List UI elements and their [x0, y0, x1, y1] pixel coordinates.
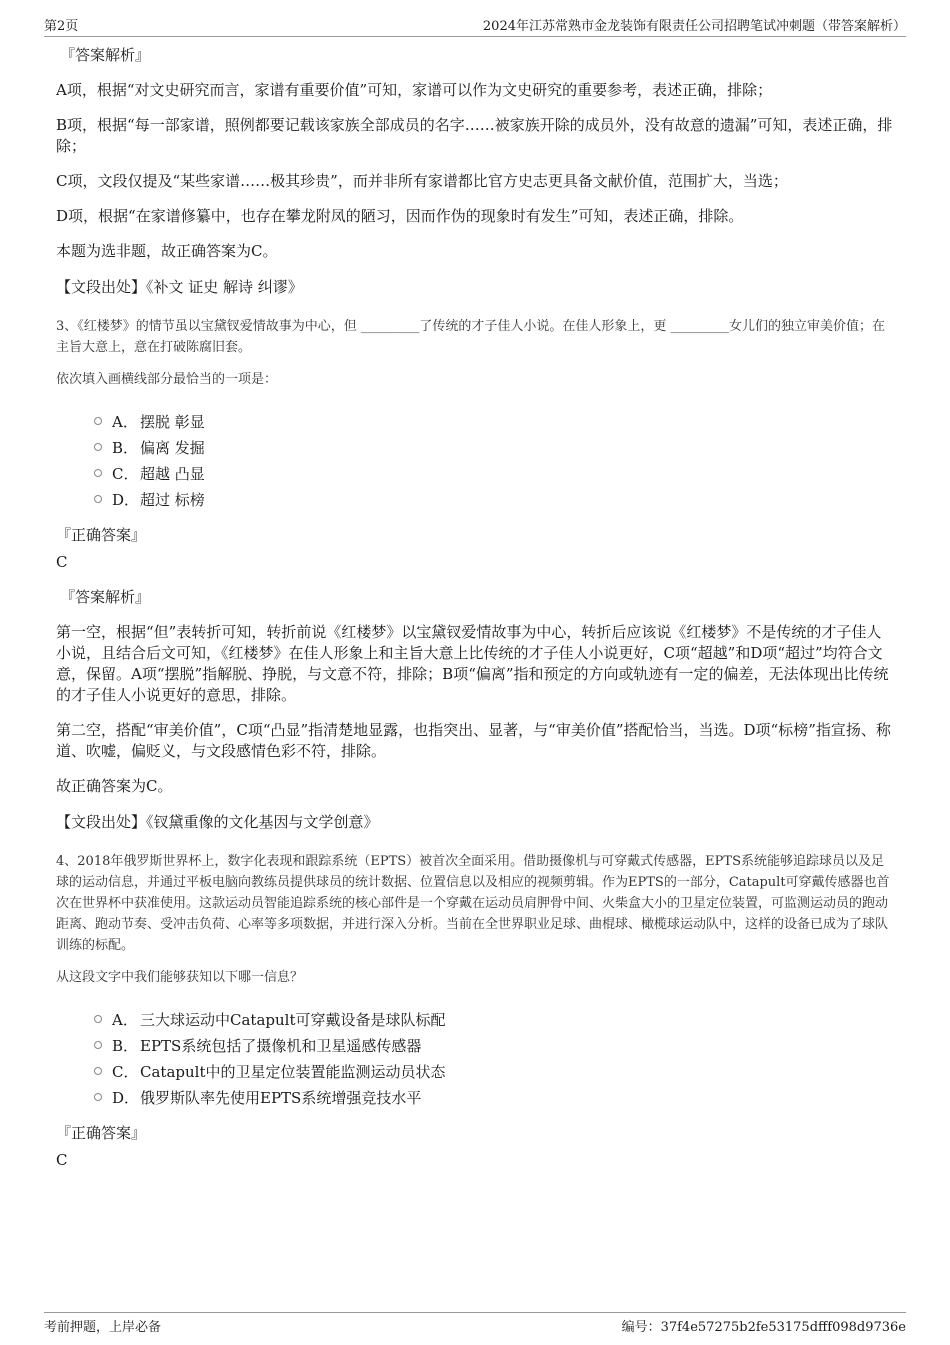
q4-prompt: 从这段文字中我们能够获知以下哪一信息？ — [56, 970, 304, 985]
footer-slogan: 考前押题，上岸必备 — [44, 1320, 162, 1335]
q3-prompt: 依次填入画横线部分最恰当的一项是： — [56, 372, 278, 387]
q2-analysis-label: 『答案解析』 — [60, 46, 151, 64]
option-letter: C． — [112, 464, 139, 483]
radio-icon[interactable] — [94, 469, 102, 477]
option-letter: B． — [112, 438, 139, 457]
q2-source: 【文段出处】《补文 证史 解诗 纠谬》 — [56, 278, 303, 296]
option-letter: A． — [112, 412, 138, 431]
q3-option-c[interactable] — [94, 460, 894, 486]
page-number: 第2页 — [44, 19, 79, 34]
q3-analysis-second: 第二空，搭配“审美价值”，C项“凸显”指清楚地显露，也指突出、显著，与“审美价值”搭配恰当，当选。D项“标榜”指宣扬、称道、吹嘘，偏贬义，与文段感情色彩不符，排除。 — [56, 721, 891, 760]
page-footer — [44, 1312, 906, 1335]
q2-conclusion: 本题为选非题，故正确答案为C。 — [56, 242, 278, 260]
q3-correct-answer: C — [56, 553, 68, 571]
radio-icon[interactable] — [94, 495, 102, 503]
page-content — [56, 44, 894, 1184]
option-text: 摆脱 彰显 — [140, 412, 205, 431]
radio-icon[interactable] — [94, 1015, 102, 1023]
radio-icon[interactable] — [94, 1093, 102, 1101]
radio-icon[interactable] — [94, 417, 102, 425]
q3-analysis-first: 第一空，根据“但”表转折可知，转折前说《红楼梦》以宝黛钗爱情故事为中心，转折后应该说《红楼梦》不是传统的才子佳人小说，且结合后文可知，《红楼梦》在佳人形象上和主旨大意上比传统的才子佳人小说更好，C项“超越”和D项“超过”均符合文意，保留。A项“摆脱”指解脱、挣脱，与文意不符，排除；B项“偏离”指和预定的方向或轨迹有一定的偏差，无法体现出比传统的才子佳人小说更好的意思，排除。 — [56, 623, 889, 704]
document-title: 2024年江苏常熟市金龙装饰有限责任公司招聘笔试冲刺题（带答案解析） — [482, 19, 906, 34]
q3-options — [94, 408, 894, 512]
q3-correct-label: 『正确答案』 — [56, 526, 147, 544]
q3-option-d[interactable] — [94, 486, 894, 512]
q3-analysis-label: 『答案解析』 — [60, 588, 151, 606]
option-text: 俄罗斯队率先使用EPTS系统增强竞技水平 — [140, 1088, 422, 1107]
q2-analysis-d: D项，根据“在家谱修纂中，也存在攀龙附凤的陋习，因而作伪的现象时有发生”可知，表述正确，排除。 — [56, 207, 744, 225]
option-text: 超过 标榜 — [140, 490, 205, 509]
option-text: 超越 凸显 — [140, 464, 205, 483]
radio-icon[interactable] — [94, 443, 102, 451]
q4-correct-label: 『正确答案』 — [56, 1124, 147, 1142]
q4-option-a[interactable] — [94, 1006, 894, 1032]
q4-stem: 4、2018年俄罗斯世界杯上，数字化表现和跟踪系统（EPTS）被首次全面采用。借助摄像机与可穿戴式传感器，EPTS系统能够追踪球员以及足球的运动信息，并通过平板电脑向教练员提供球员的统计数据、位置信息以及相应的视频剪辑。作为EPTS的一部分，Catapult可穿戴传感器也首次在世界杯中获准使用。这款运动员智能追踪系统的核心部件是一个穿戴在运动员肩胛骨中间、火柴盒大小的卫星定位装置，可监测运动员的跑动距离、跑动节奏、受冲击负荷、心率等多项数据，并进行深入分析。当前在全世界职业足球、曲棍球、橄榄球运动队中，这样的设备已成为了球队训练的标配。 — [56, 854, 890, 953]
option-text: 偏离 发掘 — [140, 438, 205, 457]
option-letter: A． — [112, 1010, 138, 1029]
option-letter: D． — [112, 490, 140, 509]
q4-option-c[interactable] — [94, 1058, 894, 1084]
radio-icon[interactable] — [94, 1041, 102, 1049]
page-header — [44, 14, 906, 37]
q2-analysis-a: A项，根据“对文史研究而言，家谱有重要价值”可知，家谱可以作为文史研究的重要参考，表述正确，排除； — [56, 81, 773, 99]
q2-analysis-b: B项，根据“每一部家谱，照例都要记载该家族全部成员的名字……被家族开除的成员外，没有故意的遗漏”可知，表述正确，排除； — [56, 116, 893, 155]
option-letter: D． — [112, 1088, 140, 1107]
q3-conclusion: 故正确答案为C。 — [56, 777, 173, 795]
q3-option-b[interactable] — [94, 434, 894, 460]
q4-correct-answer: C — [56, 1151, 68, 1169]
option-text: 三大球运动中Catapult可穿戴设备是球队标配 — [140, 1010, 446, 1029]
option-letter: B． — [112, 1036, 139, 1055]
option-text: Catapult中的卫星定位装置能监测运动员状态 — [140, 1062, 446, 1081]
q3-source: 【文段出处】《钗黛重像的文化基因与文学创意》 — [56, 813, 379, 831]
q2-analysis-c: C项，文段仅提及“某些家谱……极其珍贵”，而并非所有家谱都比官方史志更具备文献价值，范围扩大，当选； — [56, 172, 788, 190]
option-text: EPTS系统包括了摄像机和卫星遥感传感器 — [140, 1036, 422, 1055]
option-letter: C． — [112, 1062, 139, 1081]
document-code: 编号：37f4e57275b2fe53175dfff098d9736e — [621, 1320, 906, 1335]
radio-icon[interactable] — [94, 1067, 102, 1075]
q4-option-b[interactable] — [94, 1032, 894, 1058]
q3-stem: 3、《红楼梦》的情节虽以宝黛钗爱情故事为中心，但 _________了传统的才子佳人小说。在佳人形象上，更 _________女儿们的独立审美价值；在主旨大意上，意在打破陈腐旧套。 — [56, 319, 886, 355]
q3-option-a[interactable] — [94, 408, 894, 434]
q4-option-d[interactable] — [94, 1084, 894, 1110]
q4-options — [94, 1006, 894, 1110]
